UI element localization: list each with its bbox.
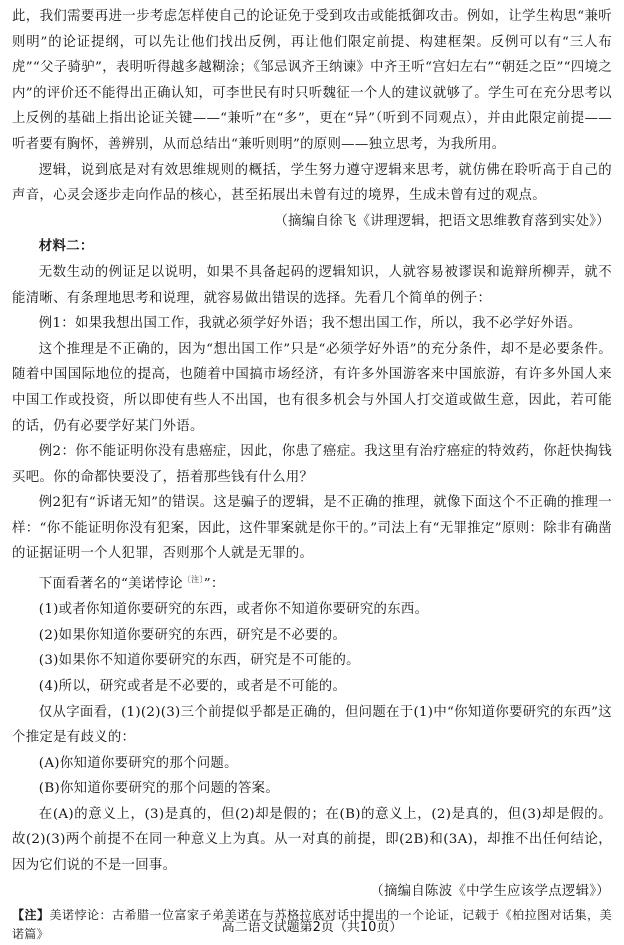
- ambiguity-analysis: 仅从字面看，(1)(2)(3)三个前提似乎都是正确的，但问题在于(1)中“你知道你要研究的东西”这个推定是有歧义的：: [12, 704, 612, 746]
- source-citation-2: （摘编自陈波《中学生应该学点逻辑》）: [370, 883, 610, 899]
- footnote-marker: 〔注〕: [182, 575, 204, 585]
- meno-intro-end: ”：: [203, 576, 225, 592]
- page-footer: 高二语文试题第2页（共10页）: [221, 920, 403, 935]
- final-analysis: 在(A)的意义上，(3)是真的，但(2)却是假的；在(B)的意义上，(2)是真的，但(3)却是假的。故(2)(3)两个前提不在同一种意义上为真。从一对真的前提，即(2B)和(3A)，却推不出任何结论，因为它们说的不是一回事。: [12, 806, 612, 874]
- premise-1: (1)或者你知道你要研究的东西，或者你不知道你要研究的东西。: [38, 602, 429, 618]
- material-2-heading: 材料二：: [38, 239, 94, 255]
- material-2-intro: 无数生动的例证足以说明，如果不具备起码的逻辑知识，人就容易被谬误和诡辩所柳弄，就不能清晰、有条理地思考和说理，就容易做出错误的选择。先看几个简单的例子：: [12, 264, 612, 306]
- example-2-analysis: 例2犯有“诉诸无知”的错误。这是骗子的逻辑，是不正确的推理，就像下面这个不正确的推理一样：“你不能证明你没有犯案，因此，这件罪案就是你干的。”司法上有“无罪推定”原则：除非有确凿的证据证明一个人犯罪，否则那个人就是无罪的。: [12, 495, 612, 562]
- premise-3: (3)如果你不知道你要研究的东西，研究是不可能的。: [38, 653, 360, 669]
- meaning-b: (B)你知道你要研究的那个问题的答案。: [38, 781, 280, 797]
- meno-intro-text: 下面看著名的“美诺悖论: [38, 576, 183, 592]
- conclusion-4: (4)所以，研究或者是不必要的，或者是不可能的。: [38, 678, 347, 694]
- premise-2: (2)如果你知道你要研究的东西，研究是不必要的。: [38, 627, 347, 643]
- example-2: 例2：你不能证明你没有患癌症，因此，你患了癌症。我这里有治疗癌症的特效药，你赶快掏钱买吧。你的命都快要没了，捂着那些钱有什么用？: [12, 444, 612, 485]
- footnote-tag: 【注】: [12, 908, 50, 923]
- paragraph-logic-summary: 逻辑，说到底是对有效思维规则的概括，学生努力遵守逻辑来思考，就仿佛在聆听高于自己的声音，心灵会逐步走向作品的核心，甚至拓展出未曾有过的境界，生成未曾有过的观点。: [12, 162, 612, 204]
- example-1: 例1：如果我想出国工作，我就必须学好外语；我不想出国工作，所以，我不必学好外语。: [38, 316, 582, 332]
- example-1-analysis: 这个推理是不正确的，因为“想出国工作”只是“必须学好外语”的充分条件，却不是必要条件。随着中国国际地位的提高，也随着中国搞市场经济，有许多外国游客来中国旅游，有许多外国人来中国工作或投资，所以即使有些人不出国，也有很多机会与外国人打交道或做生意，因此，若可能的话，仍有必要学好某门外语。: [12, 341, 612, 434]
- meaning-a: (A)你知道你要研究的那个问题。: [38, 755, 238, 771]
- source-citation-1: （摘编自徐飞《讲理逻辑，把语文思维教育落到实处》）: [274, 213, 610, 229]
- footnote-text: 美诺悖论：古希腊一位富家子弟美诺在与苏格拉底对话中提出的一个论证，记载于《柏拉图对话集，美诺篇》: [12, 908, 612, 942]
- meno-paradox-intro: [12, 567, 612, 597]
- paragraph-argument-example: 此，我们需要再进一步考虑怎样使自己的论证免于受到攻击或能抵御攻击。例如，让学生构思“兼听则明”的论证提纲，可以先让他们找出反例，再让他们限定前提、构建框架。反例可以有“三人布虎”“父子骑驴”，表明听得越多越糊涂；《邹忌讽齐王纳谏》中齐王听“宫妇左右”“朝廷之臣”“四境之内”的评价还不能得出正确认知，可李世民有时只听魏征一个人的建议就够了。学生可在充分思考以上反例的基础上指出论证关键——“兼听”在“多”，更在“异”（听到不同观点），并由此限定前提——听者要有胸怀，善辨别，从而总结出“兼听则明”的原则——独立思考，为我所用。: [12, 9, 612, 152]
